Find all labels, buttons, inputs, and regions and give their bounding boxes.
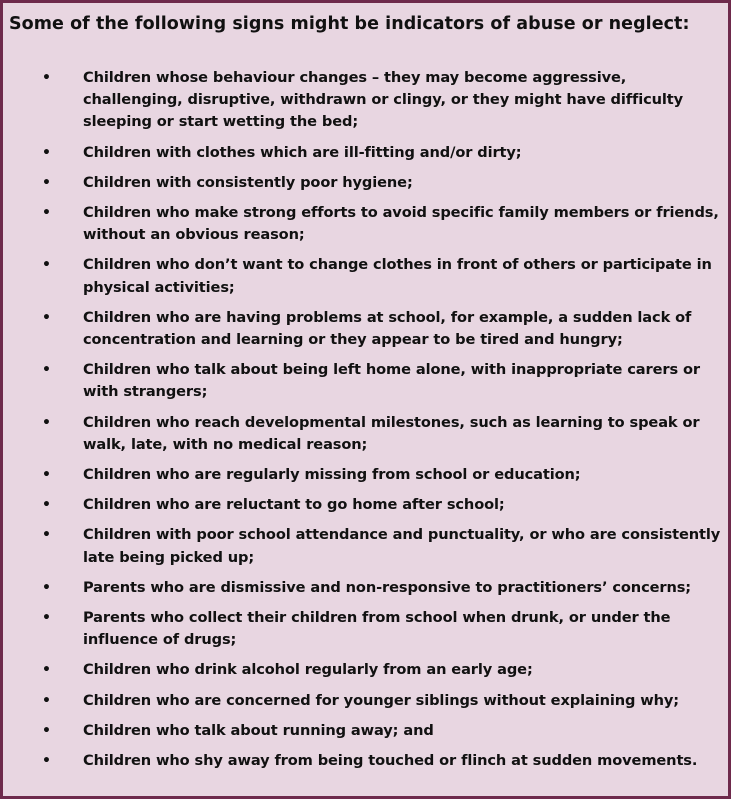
list-item bbox=[3, 359, 731, 403]
list-item-text: Children who talk about being left home alone, with inappropriate carers or with strangers; bbox=[83, 361, 700, 401]
list-item-text: Children who don’t want to change clothes in front of others or participate in physical activities; bbox=[83, 256, 712, 296]
bullet-icon: • bbox=[42, 362, 51, 379]
list-item-text: Children who drink alcohol regularly from an early age; bbox=[83, 661, 533, 679]
bullet-icon: • bbox=[42, 70, 51, 86]
bullet-icon: • bbox=[42, 527, 51, 544]
list-item-text: Children who are reluctant to go home after school; bbox=[83, 496, 505, 514]
list-item-text: Children with clothes which are ill-fitting and/or dirty; bbox=[83, 143, 522, 161]
bullet-icon: • bbox=[42, 579, 51, 596]
bullet-icon: • bbox=[42, 309, 51, 326]
list-item bbox=[3, 524, 731, 568]
bullet-icon: • bbox=[42, 610, 51, 627]
bullet-icon: • bbox=[42, 467, 51, 484]
list-item-text: Children who are having problems at school, for example, a sudden lack of concentration and learning or they appear to be tired and hungry; bbox=[83, 308, 692, 349]
list-item bbox=[3, 659, 731, 681]
bullet-icon: • bbox=[42, 205, 51, 222]
list-item bbox=[3, 412, 731, 456]
bullet-icon: • bbox=[42, 753, 51, 770]
list-item-text: Children who talk about running away; and bbox=[83, 721, 434, 739]
list-item bbox=[3, 690, 731, 712]
list-item bbox=[3, 307, 731, 351]
list-item bbox=[3, 750, 731, 772]
bullet-icon: • bbox=[42, 144, 51, 161]
list-item-text: Parents who are dismissive and non-responsive to practitioners’ concerns; bbox=[83, 578, 692, 596]
list-item-text: Children who make strong efforts to avoid specific family members or friends, without an obvious reason; bbox=[83, 204, 719, 244]
list-item-text: Children with poor school attendance and punctuality, or who are consistently late being picked up; bbox=[83, 526, 721, 566]
list-item bbox=[3, 254, 731, 298]
bullet-icon: • bbox=[42, 497, 51, 514]
list-item bbox=[3, 464, 731, 486]
list-item-text: Children who shy away from being touched or flinch at sudden movements. bbox=[83, 752, 698, 770]
list-item bbox=[3, 202, 731, 246]
list-item-text: Children who reach developmental milestones, such as learning to speak or walk, late, with no medical reason; bbox=[83, 413, 700, 453]
bullet-icon: • bbox=[42, 257, 51, 274]
list-item bbox=[3, 607, 731, 651]
bullet-icon: • bbox=[42, 174, 51, 191]
list-item-text: Children who are regularly missing from school or education; bbox=[83, 466, 581, 484]
bullet-icon: • bbox=[42, 414, 51, 431]
list-item bbox=[3, 720, 731, 742]
bullet-icon: • bbox=[42, 662, 51, 679]
list-item bbox=[3, 67, 731, 134]
signs-list bbox=[3, 67, 731, 780]
list-item bbox=[3, 577, 731, 599]
list-item-text: Children with consistently poor hygiene; bbox=[83, 173, 413, 191]
list-item bbox=[3, 494, 731, 516]
list-item-text: Children who are concerned for younger siblings without explaining why; bbox=[83, 691, 680, 709]
panel-heading: Some of the following signs might be indicators of abuse or neglect: bbox=[9, 14, 690, 34]
list-item-text: Parents who collect their children from school when drunk, or under the influence of drugs; bbox=[83, 609, 671, 649]
bullet-icon: • bbox=[42, 722, 51, 739]
list-item bbox=[3, 172, 731, 194]
list-item-text: Children whose behaviour changes – they may become aggressive, challenging, disruptive, withdrawn or clingy, or they might have difficulty sleeping or start wetting the bed; bbox=[83, 69, 684, 131]
list-item bbox=[3, 142, 731, 164]
bullet-icon: • bbox=[42, 692, 51, 709]
